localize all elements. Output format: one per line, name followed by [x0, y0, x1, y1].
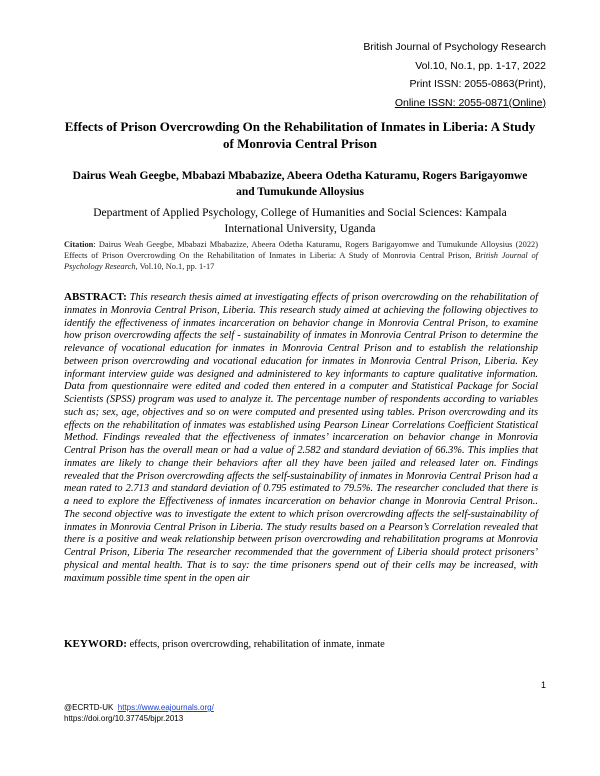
citation-journal: British Journal of Psychology Research	[64, 250, 539, 271]
doi-link[interactable]: https://doi.org/10.37745/bjpr.2013	[64, 714, 184, 723]
journal-header	[363, 38, 546, 112]
citation-block	[64, 240, 538, 272]
keyword-block	[64, 638, 538, 651]
affiliation: Department of Applied Psychology, College of Humanities and Social Sciences: Kampala International University, Uganda	[93, 207, 507, 235]
author-list: Dairus Weah Geegbe, Mbabazi Mbabazize, Abeera Odetha Katuramu, Rogers Barigayomwe and Tumukunde Alloysius	[72, 170, 528, 198]
print-issn: Print ISSN: 2055-0863(Print),	[409, 78, 546, 90]
keyword-text: effects, prison overcrowding, rehabilitation of inmate, inmate	[129, 639, 385, 650]
citation-label: Citation	[64, 240, 94, 249]
journal-link[interactable]: https://www.eajournals.org/	[117, 703, 214, 712]
abstract-block	[64, 291, 538, 585]
journal-name: British Journal of Psychology Research	[363, 41, 546, 53]
paper-title: Effects of Prison Overcrowding On the Rehabilitation of Inmates in Liberia: A Study of Monrovia Central Prison	[64, 119, 536, 151]
abstract-text: This research thesis aimed at investigating effects of prison overcrowding on the rehabilitation of inmates in Monrovia Central Prison, Liberia. This research study aimed at achieving the following objectives to identify the effectiveness of inmates incarceration on behavior change in Monrovia Central Prison, to examine how prison overcrowding affects the self - sustainability of inmates in Monrovia Central Prison to determine the relevance of vocational education for inmates in Monrovia Central Prison and to establish the relationship between prison overcrowding and vocational education for inmates in Monrovia Central Prison, Liberia. Key informant interview guide was designed and administered to key informants to capture qualitative information. Data from questionnaire were edited and coded then entered in a computer and Statistical Package for Social Scientists (SPSS) program was used to analyze it. The percentage number of respondents according to variables such as; sex, age, objectives and so on were computed and presented using tables. Prison overcrowding and its effects on the rehabilitation of inmates was established using Pearson Linear Correlations Coefficient Statistical Method. Findings revealed that the effectiveness of inmates’ incarceration on behavior change in Monrovia Central Prison has the overall mean or had a value of 2.582 and standard deviation of 66.3%. This implies that inmates are likely to change their behaviors after all they have been jailed and released later on. Findings revealed that the Prison overcrowding affects the self-sustainability of inmates in Monrovia Central Prison had a mean rated to 2.713 and standard deviation of 0.795 estimated to 79.5%. The researcher concluded that there is a need to explore the Effectiveness of inmates incarceration on behavior change in Monrovia Central Prison.. The second objective was to investigate the extent to which prison overcrowding affects the self-sustainability of inmates in Monrovia Central Prison in Liberia. The study results based on a Pearson’s Correlation revealed that there is a positive and weak relationship between prison overcrowding and rehabilitation programs at Monrovia Central Prison, Liberia The researcher recommended that the government of Liberia should protect prisoners’ physical and mental health. That is to say: the time prisoners spend out of their cells may be increased, with maximum possible time spent in the open air	[64, 292, 538, 584]
abstract-label: ABSTRACT:	[64, 291, 127, 303]
citation-text: : Dairus Weah Geegbe, Mbabazi Mbabazize, Abeera Odetha Katuramu, Rogers Barigayomwe and Tumukunde Alloysius (2022) Effects of Prison Overcrowding On the Rehabilitation of Inmates in Liberia: A Study of Monrovia Central Prison,	[64, 240, 538, 260]
publisher-label: @ECRTD-UK	[64, 703, 114, 712]
citation-volume: , Vol.10, No.1, pp. 1-17	[135, 261, 215, 271]
keyword-label: KEYWORD:	[64, 638, 127, 650]
page-footer	[64, 702, 214, 724]
online-issn: Online ISSN: 2055-0871(Online)	[394, 96, 546, 109]
volume-info: Vol.10, No.1, pp. 1-17, 2022	[415, 59, 546, 72]
page-number: 1	[540, 680, 546, 690]
